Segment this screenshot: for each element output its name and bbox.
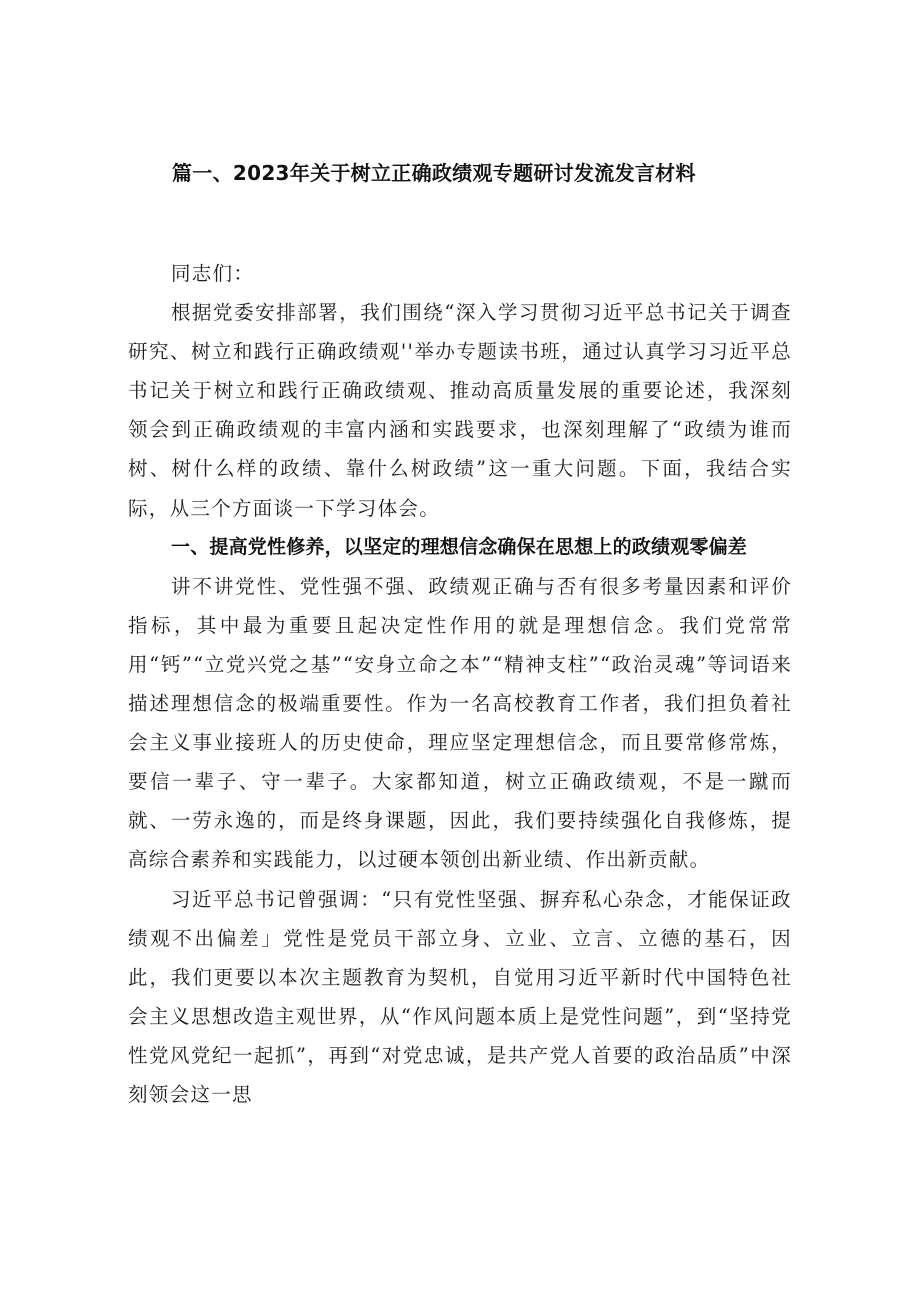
paragraph-intro: 根据党委安排部署，我们围绕“深入学习贯彻习近平总书记关于调查研究、树立和践行正确政绩观''举办专题读书班，通过认真学习习近平总书记关于树立和践行正确政绩观、推动高质量发展的重要论述，我深刻领会到正确政绩观的丰富内涵和实践要求，也深刻理解了“政绩为谁而树、树什么样的政绩、靠什么树政绩”这一重大问题。下面，我结合实际，从三个方面谈一下学习体会。 bbox=[128, 301, 792, 520]
document-body bbox=[128, 254, 792, 1114]
salutation: 同志们： bbox=[171, 262, 255, 285]
document-title: 篇一、2023年关于树立正确政绩观专题研讨发流发言材料 bbox=[172, 161, 696, 185]
paragraph-party-spirit: 习近平总书记曾强调：“只有党性坚强、摒弃私心杂念，才能保证政绩观不出偏差」党性是党员干部立身、立业、立言、立德的基石，因此，我们更要以本次主题教育为契机，自觉用习近平新时代中国特色社会主义思想改造主观世界，从“作风问题本质上是党性问题”，到“坚持党性党风党纪一起抓”，再到“对党忠诚，是共产党人首要的政治品质”中深刻领会这一思 bbox=[128, 887, 792, 1106]
paragraph-ideals: 讲不讲党性、党性强不强、政绩观正确与否有很多考量因素和评价指标，其中最为重要且起决定性作用的就是理想信念。我们党常常用“钙”“立党兴党之基”“安身立命之本”“精神支柱”“政治灵魂”等词语来描述理想信念的极端重要性。作为一名高校教育工作者，我们担负着社会主义事业接班人的历史使命，理应坚定理想信念，而且要常修常炼，要信一辈子、守一辈子。大家都知道，树立正确政绩观，不是一蹴而就、一劳永逸的，而是终身课题，因此，我们要持续强化自我修炼，提高综合素养和实践能力，以过硬本领创出新业绩、作出新贡献。 bbox=[128, 574, 792, 872]
section-heading-1: 一、提高党性修养，以坚定的理想信念确保在思想上的政绩观零偏差 bbox=[171, 535, 748, 558]
